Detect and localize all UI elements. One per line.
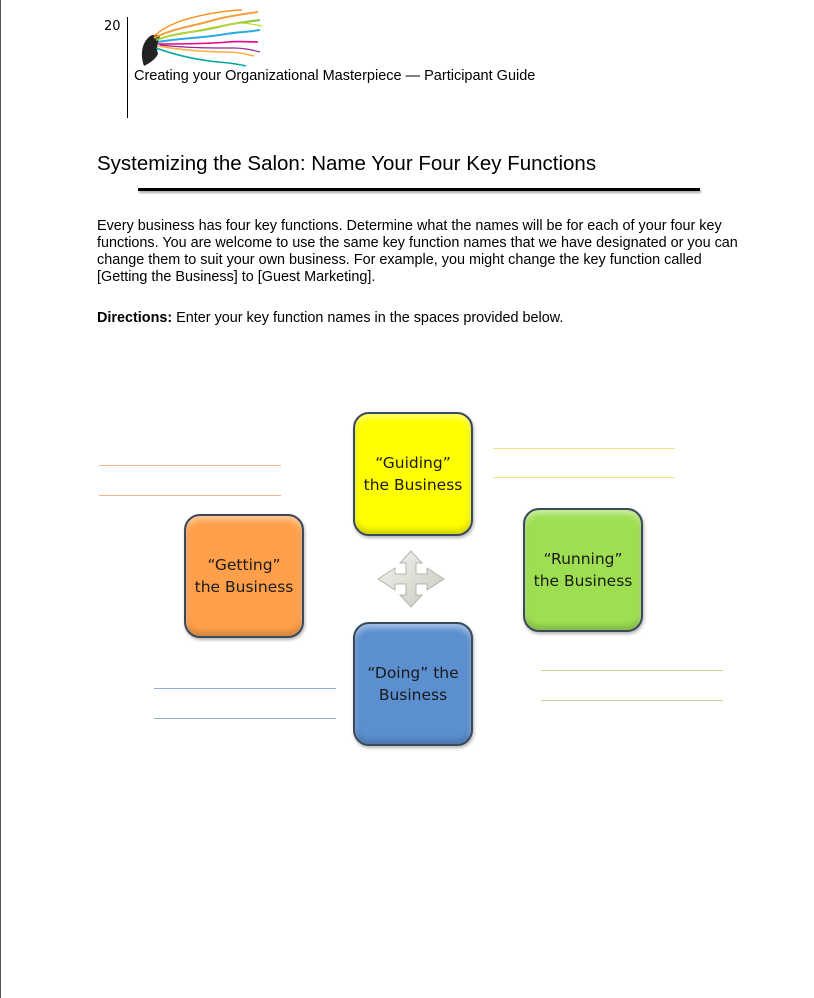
doing-business-box: “Doing” the Business [353, 622, 473, 746]
running-answer-line-1[interactable] [541, 670, 723, 671]
guiding-business-box: “Guiding” the Business [353, 412, 473, 536]
running-business-box: “Running” the Business [523, 508, 643, 632]
directions-text: Enter your key function names in the spaces provided below. [172, 310, 564, 326]
directions [97, 310, 563, 326]
logo [134, 8, 264, 72]
title-underline [138, 188, 700, 191]
header-divider [127, 17, 128, 118]
section-title: Systemizing the Salon: Name Your Four Key Functions [97, 152, 597, 175]
four-way-arrow-icon [376, 549, 446, 609]
guiding-answer-line-1[interactable] [493, 448, 675, 449]
page-edge [0, 0, 1, 998]
intro-paragraph: Every business has four key functions. Determine what the names will be for each of your four key functions. You are welcome to use the same key function names that we have designated or you can change them to suit your own business. For example, you might change the key function called [Getting the Business] to [Guest Marketing]. [97, 218, 738, 285]
page-number: 20 [104, 19, 121, 34]
doing-answer-line-2[interactable] [154, 718, 336, 719]
doing-answer-line-1[interactable] [154, 688, 336, 689]
guide-title: Creating your Organizational Masterpiece — Participant Guide [134, 68, 536, 84]
directions-label: Directions: [97, 310, 173, 326]
guiding-answer-line-2[interactable] [493, 477, 675, 478]
getting-answer-line-1[interactable] [99, 465, 281, 466]
getting-business-box: “Getting” the Business [184, 514, 304, 638]
running-answer-line-2[interactable] [541, 700, 723, 701]
getting-answer-line-2[interactable] [99, 495, 281, 496]
